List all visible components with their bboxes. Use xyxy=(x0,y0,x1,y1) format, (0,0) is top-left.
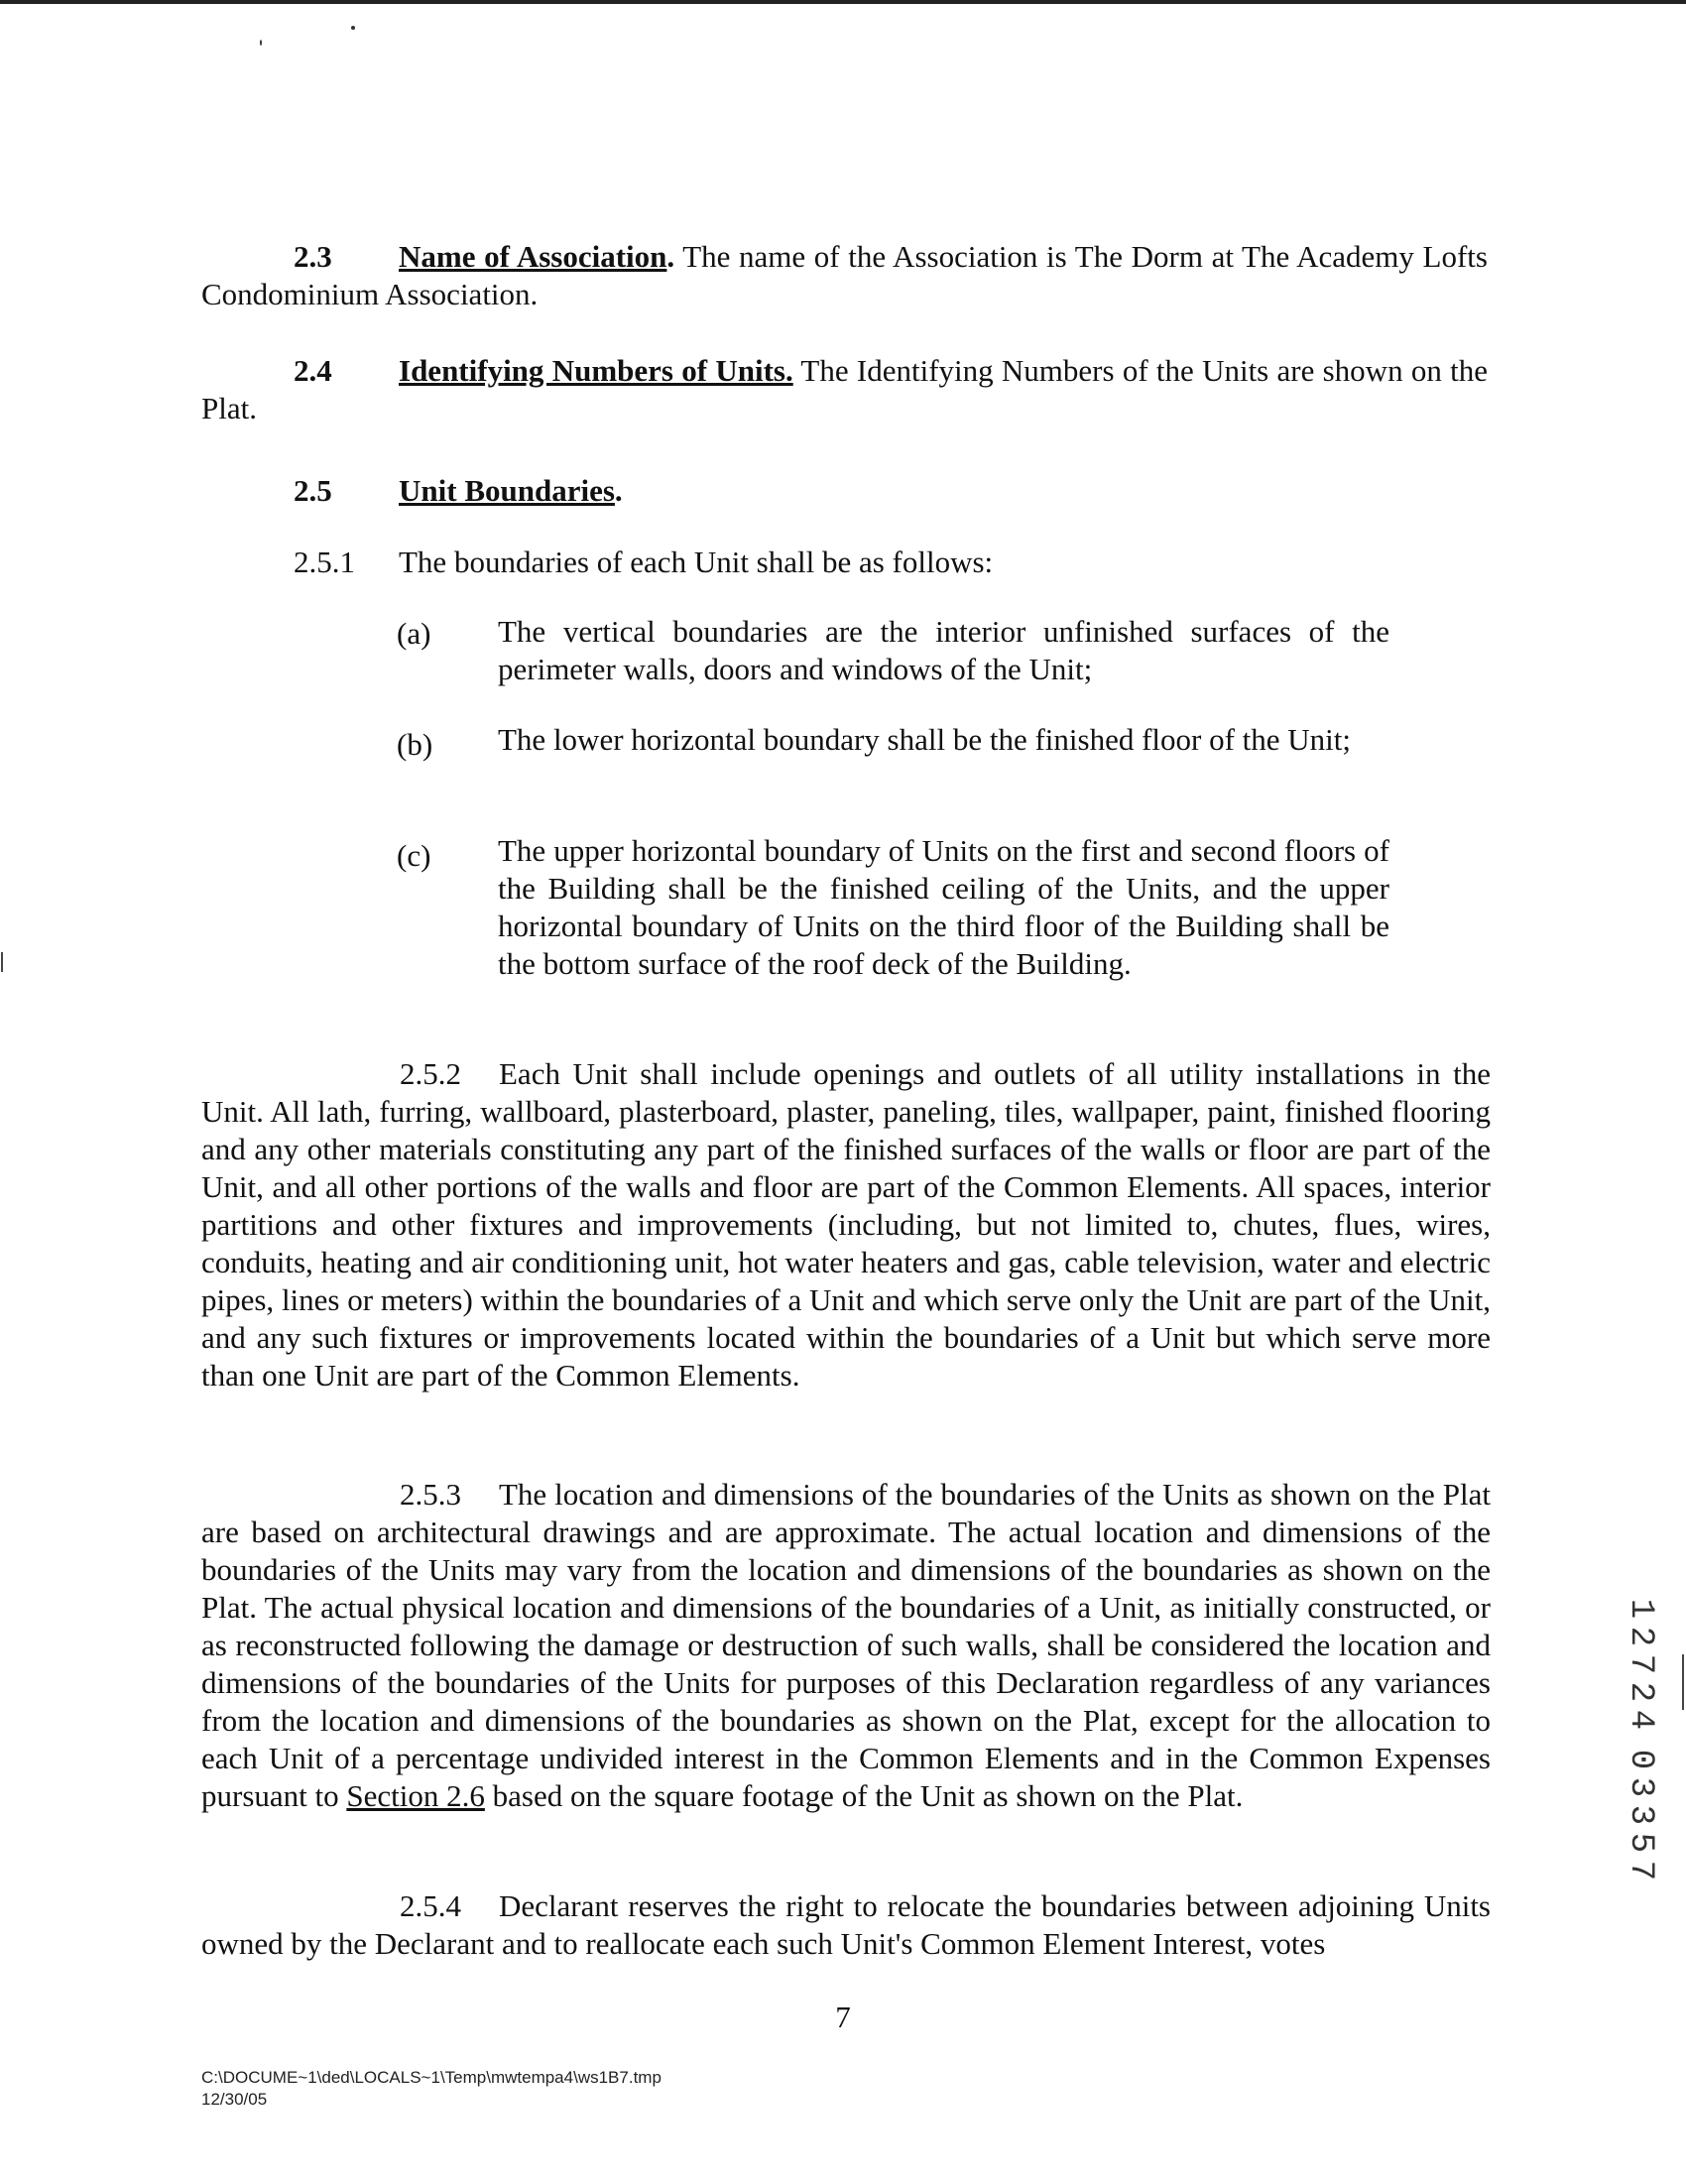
section-2-5-4 xyxy=(201,1887,1491,1963)
section-2-5-2 xyxy=(201,1055,1491,1395)
section-heading: Identifying Numbers of Units. xyxy=(399,353,793,388)
list-item-text: The upper horizontal boundary of Units on the first and second floors of the Building shall be the finished ceiling of the Units, and the upper horizontal boundary of Units on the third floor of the Building shall be the bottom surface of the roof deck of the Building. xyxy=(498,833,1389,981)
section-reference-link[interactable]: Section 2.6 xyxy=(346,1778,485,1813)
scan-speck xyxy=(260,40,262,46)
section-number: 2.5.1 xyxy=(294,545,355,579)
document-footer xyxy=(201,2067,662,2111)
stamp-digit: 0 xyxy=(1622,1749,1659,1770)
list-item-text: The lower horizontal boundary shall be the finished floor of the Unit; xyxy=(498,722,1352,757)
list-item-text: The vertical boundaries are the interior unfinished surfaces of the perimeter walls, doors and windows of the Unit; xyxy=(498,614,1389,686)
section-text: The Identifying Numbers of the Units are shown on the Plat. xyxy=(201,353,1488,425)
section-2-4 xyxy=(201,352,1488,427)
stamp-digit: 2 xyxy=(1622,1681,1659,1703)
section-number: 2.5.4 xyxy=(400,1888,461,1923)
stamp-digit: 2 xyxy=(1622,1626,1659,1647)
stamp-digit: 7 xyxy=(1622,1653,1659,1675)
section-text: The boundaries of each Unit shall be as follows: xyxy=(399,545,994,579)
section-number: 2.5.2 xyxy=(400,1056,461,1091)
stamp-digit: 7 xyxy=(1622,1860,1659,1881)
section-text-end: based on the square footage of the Unit as shown on the Plat. xyxy=(484,1778,1244,1813)
list-item-label: (c) xyxy=(397,838,431,873)
stamp-digit: 5 xyxy=(1622,1832,1659,1854)
stamp-digit: 3 xyxy=(1622,1804,1659,1826)
scan-edge-mark xyxy=(1682,1654,1684,1710)
page-number: 7 xyxy=(835,2000,851,2034)
section-number: 2.4 xyxy=(294,353,332,388)
section-heading: Unit Boundaries xyxy=(399,473,615,508)
section-number: 2.5.3 xyxy=(400,1477,461,1512)
recording-stamp xyxy=(1621,1595,1660,1884)
list-item-label: (b) xyxy=(397,727,433,762)
section-2-3: 2.3 Name of Association. The name of the Association is The Dorm at The Academy Lofts Condominium Association. xyxy=(201,239,1488,311)
stamp-digit: 3 xyxy=(1622,1776,1659,1798)
section-text: The name of the Association is The Dorm at The Academy Lofts Condominium Association. xyxy=(201,239,1488,311)
section-number: 2.5 xyxy=(294,473,332,508)
section-text: Declarant reserves the right to relocate the boundaries between adjoining Units owned by the Declarant and to reallocate each such Unit's Common Element Interest, votes xyxy=(201,1888,1491,1961)
footer-date: 12/30/05 xyxy=(201,2090,268,2109)
stamp-digit: 4 xyxy=(1622,1709,1659,1731)
footer-file-path: C:\DOCUME~1\ded\LOCALS~1\Temp\mwtempa4\ws1B7.tmp xyxy=(201,2068,662,2087)
section-heading: Name of Association xyxy=(399,239,667,274)
section-2-5-3 xyxy=(201,1476,1491,1815)
section-text: Each Unit shall include openings and outlets of all utility installations in the Unit. All lath, furring, wallboard, plasterboard, plaster, paneling, tiles, wallpaper, paint, finished flooring and any other materials constituting any part of the finished surfaces of the walls or floor are part of the Unit, and all other portions of the walls and floor are part of the Common Elements. All spaces, interior partitions and other fixtures and improvements (including, but not limited to, chutes, flues, wires, conduits, heating and air conditioning unit, hot water heaters and gas, cable television, water and electric pipes, lines or meters) within the boundaries of a Unit and which serve only the Unit are part of the Unit, and any such fixtures or improvements located within the boundaries of a Unit but which serve more than one Unit are part of the Common Elements. xyxy=(201,1056,1491,1393)
list-item-label: (a) xyxy=(397,616,431,651)
stamp-digit: 1 xyxy=(1622,1598,1659,1620)
section-text: The location and dimensions of the boundaries of the Units as shown on the Plat are based on architectural drawings and are approximate. The actual location and dimensions of the boundaries of the Units may vary from the location and dimensions of the boundaries as shown on the Plat. The actual physical location and dimensions of the boundaries of a Unit, as initially constructed, or as reconstructed following the damage or destruction of such walls, shall be considered the location and dimensions of the boundaries of the Units for purposes of this Declaration regardless of any variances from the location and dimensions of the boundaries as shown on the Plat, except for the allocation to each Unit of a percentage undivided interest in the Common Elements and in the Common Expenses pursuant to xyxy=(201,1477,1491,1813)
section-2-5-1 xyxy=(294,544,1484,581)
scan-speck xyxy=(351,26,355,30)
section-number: 2.3 xyxy=(294,239,332,274)
scan-edge-mark xyxy=(1,952,3,972)
section-2-5: 2.5 Unit Boundaries. xyxy=(294,473,623,508)
top-scan-edge xyxy=(0,0,1686,4)
